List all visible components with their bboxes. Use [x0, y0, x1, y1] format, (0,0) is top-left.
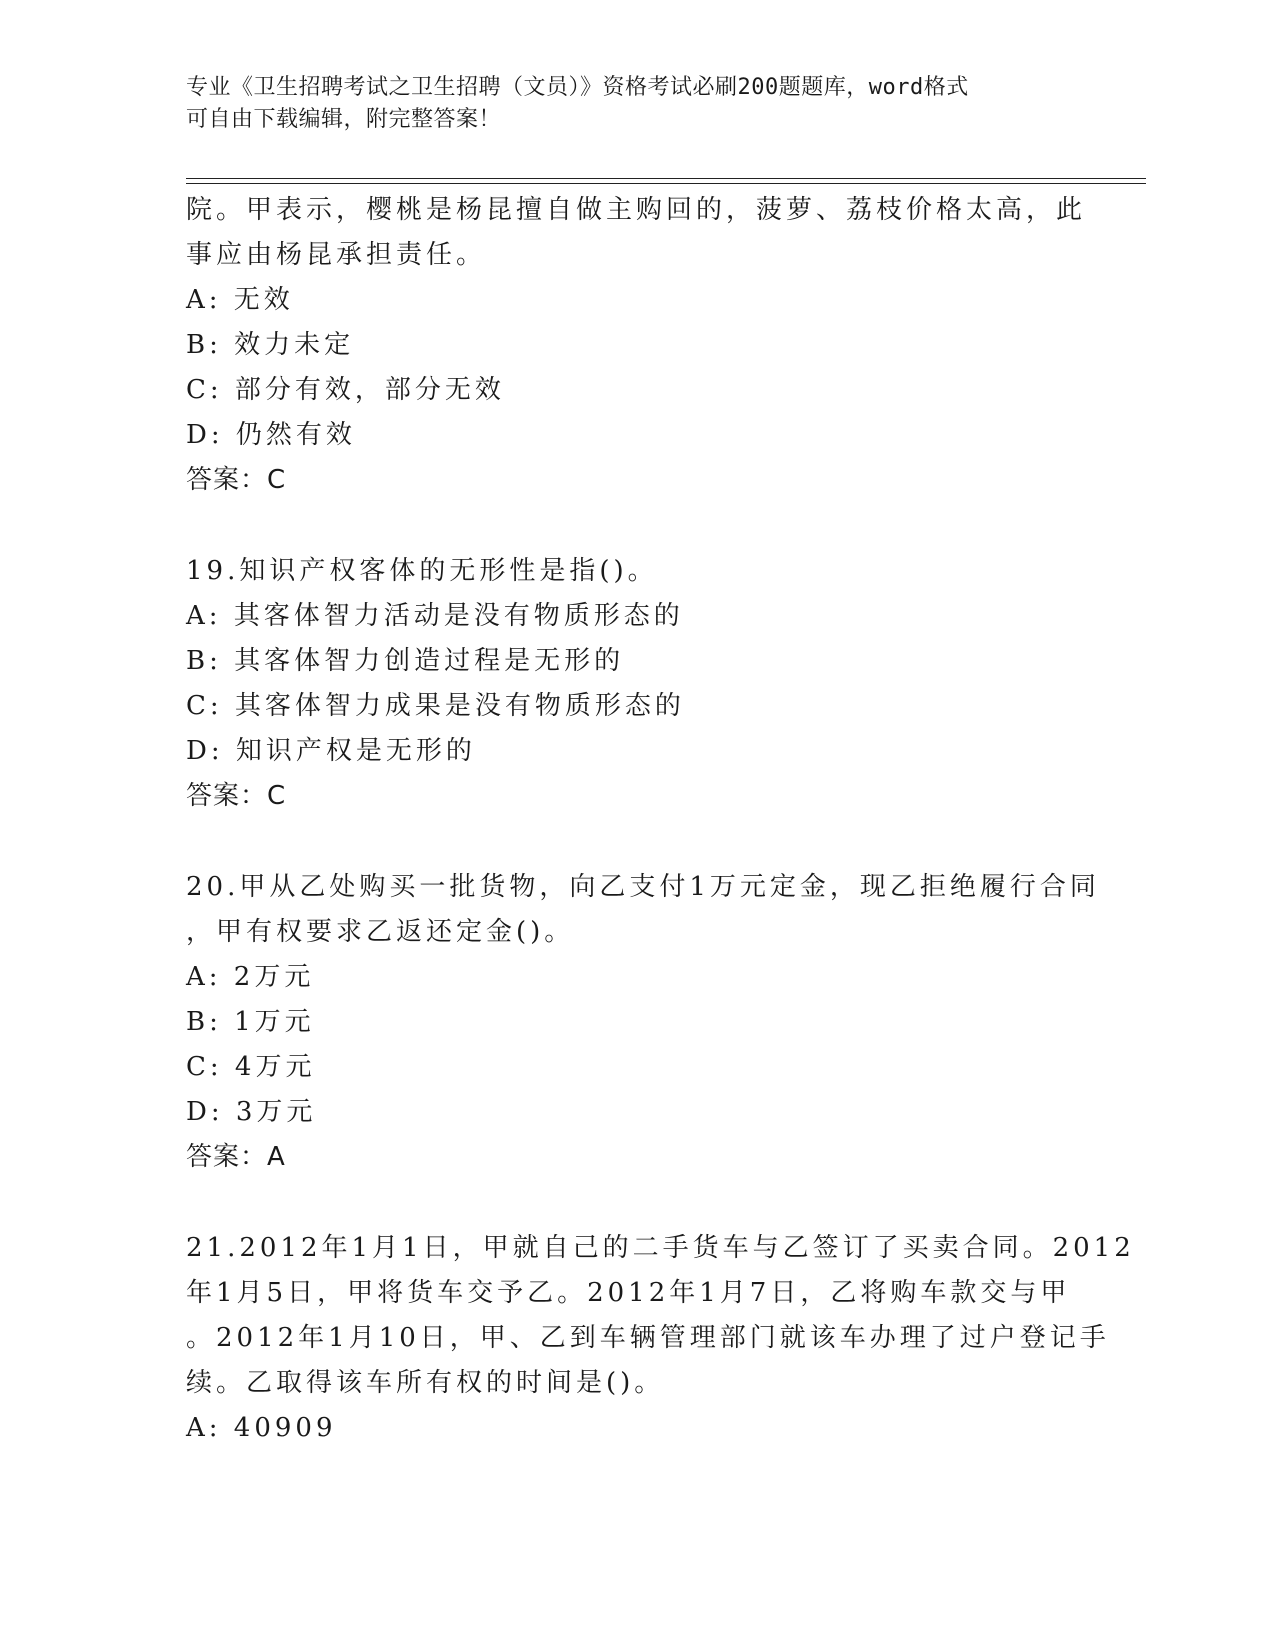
question-20 [186, 865, 1100, 1180]
question-text-line: 。2012年1月10日，甲、乙到车辆管理部门就该车办理了过户登记手 [186, 1323, 1110, 1353]
question-text-line: ，甲有权要求乙返还定金()。 [186, 917, 575, 947]
question-text-line: 21.2012年1月1日，甲就自己的二手货车与乙签订了买卖合同。2012 [186, 1233, 1135, 1263]
spacer [186, 503, 1086, 549]
option-c: C: 4万元 [186, 1052, 316, 1082]
option-a: A: 无效 [186, 285, 294, 315]
spacer [186, 819, 1086, 865]
question-text-line: 事应由杨昆承担责任。 [186, 240, 487, 270]
option-a: A: 40909 [186, 1413, 337, 1443]
header-line-1: 专业《卫生招聘考试之卫生招聘（文员）》资格考试必刷200题题库，word格式 [186, 75, 969, 100]
option-b: B: 效力未定 [186, 330, 355, 360]
option-b: B: 其客体智力创造过程是无形的 [186, 646, 625, 676]
option-d: D: 3万元 [186, 1097, 317, 1127]
question-18 [186, 188, 1086, 503]
option-a: A: 其客体智力活动是没有物质形态的 [186, 601, 684, 631]
page-header [186, 72, 1056, 136]
option-c: C: 其客体智力成果是没有物质形态的 [186, 691, 685, 721]
option-b: B: 1万元 [186, 1007, 315, 1037]
header-divider-top [186, 178, 1146, 179]
question-text-line: 年1月5日，甲将货车交予乙。2012年1月7日，乙将购车款交与甲 [186, 1278, 1071, 1308]
question-21 [186, 1226, 1135, 1451]
header-line-2: 可自由下载编辑，附完整答案！ [186, 107, 502, 132]
question-text-line: 20.甲从乙处购买一批货物，向乙支付1万元定金，现乙拒绝履行合同 [186, 872, 1100, 902]
header-divider-bottom [186, 183, 1146, 184]
option-a: A: 2万元 [186, 962, 315, 992]
question-text-line: 院。甲表示，樱桃是杨昆擅自做主购回的，菠萝、荔枝价格太高，此 [186, 195, 1087, 225]
question-text-line: 19.知识产权客体的无形性是指()。 [186, 556, 658, 586]
option-d: D: 知识产权是无形的 [186, 736, 476, 766]
question-content [186, 188, 1135, 1451]
answer: 答案：C [186, 781, 287, 811]
spacer [186, 1180, 1086, 1226]
question-19 [186, 549, 1086, 819]
option-c: C: 部分有效，部分无效 [186, 375, 505, 405]
answer: 答案：C [186, 465, 287, 495]
answer: 答案：A [186, 1142, 286, 1172]
question-text-line: 续。乙取得该车所有权的时间是()。 [186, 1368, 665, 1398]
option-d: D: 仍然有效 [186, 420, 356, 450]
